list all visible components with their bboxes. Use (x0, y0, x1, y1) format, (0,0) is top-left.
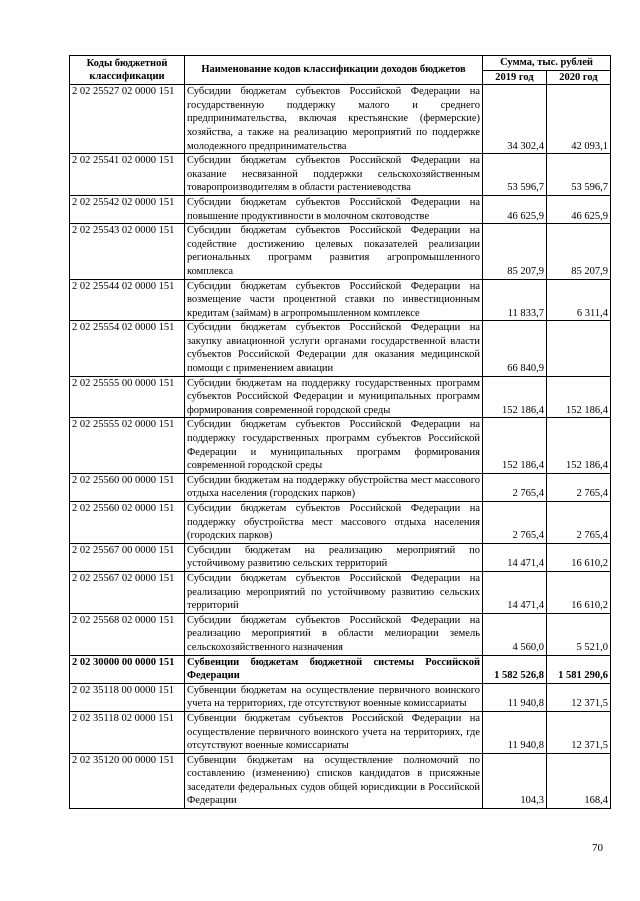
table-row (70, 571, 611, 613)
name-cell: Субвенции бюджетам на осуществление первичного воинского учета на территориях, где отсутствуют военные комиссариаты (185, 683, 483, 711)
name-cell: Субвенции бюджетам на осуществление полномочий по составлению (изменению) списков кандидатов в присяжные заседатели федеральных судов общей юрисдикции в Российской Федерации (185, 753, 483, 808)
value-2019-cell: 2 765,4 (483, 473, 547, 501)
table-row (70, 376, 611, 418)
table-row (70, 418, 611, 473)
header-name: Наименование кодов классификации доходов бюджетов (185, 56, 483, 85)
table-row (70, 195, 611, 223)
name-cell: Субсидии бюджетам субъектов Российской Федерации на реализацию мероприятий по устойчивому развитию сельских территорий (185, 571, 483, 613)
code-cell: 2 02 25560 00 0000 151 (70, 473, 185, 501)
table-row (70, 154, 611, 196)
value-2019-cell: 66 840,9 (483, 321, 547, 376)
header-code: Коды бюджетной классификации (70, 56, 185, 85)
value-2019-cell: 46 625,9 (483, 195, 547, 223)
value-2020-cell (547, 321, 611, 376)
table-row (70, 502, 611, 544)
budget-table (69, 55, 611, 809)
table-row (70, 683, 611, 711)
value-2020-cell: 5 521,0 (547, 613, 611, 655)
name-cell: Субсидии бюджетам субъектов Российской Федерации на возмещение части процентной ставки по инвестиционным кредитам (займам) в агропромышленном комплексе (185, 279, 483, 321)
code-cell: 2 02 30000 00 0000 151 (70, 655, 185, 683)
code-cell: 2 02 25560 02 0000 151 (70, 502, 185, 544)
table-row (70, 85, 611, 154)
code-cell: 2 02 25527 02 0000 151 (70, 85, 185, 154)
name-cell: Субсидии бюджетам субъектов Российской Федерации на поддержку обустройства мест массового отдыха населения (городских парков) (185, 502, 483, 544)
code-cell: 2 02 25555 02 0000 151 (70, 418, 185, 473)
name-cell: Субвенции бюджетам бюджетной системы Российской Федерации (185, 655, 483, 683)
page-number: 70 (592, 842, 603, 854)
name-cell: Субсидии бюджетам субъектов Российской Федерации на реализацию мероприятий в области мелиорации земель сельскохозяйственного назначения (185, 613, 483, 655)
code-cell: 2 02 35118 00 0000 151 (70, 683, 185, 711)
value-2020-cell: 6 311,4 (547, 279, 611, 321)
value-2020-cell: 12 371,5 (547, 711, 611, 753)
value-2019-cell: 11 940,8 (483, 683, 547, 711)
value-2020-cell: 16 610,2 (547, 543, 611, 571)
table-row (70, 753, 611, 808)
table-row (70, 321, 611, 376)
name-cell: Субсидии бюджетам субъектов Российской Федерации на оказание несвязанной поддержки сельскохозяйственным товаропроизводителям в области растениеводства (185, 154, 483, 196)
header-sum: Сумма, тыс. рублей (483, 56, 611, 71)
code-cell: 2 02 25542 02 0000 151 (70, 195, 185, 223)
value-2019-cell: 1 582 526,8 (483, 655, 547, 683)
value-2020-cell: 85 207,9 (547, 224, 611, 279)
value-2019-cell: 4 560,0 (483, 613, 547, 655)
value-2020-cell: 16 610,2 (547, 571, 611, 613)
table-row (70, 473, 611, 501)
value-2020-cell: 12 371,5 (547, 683, 611, 711)
value-2019-cell: 14 471,4 (483, 543, 547, 571)
table-row-subtotal (70, 655, 611, 683)
value-2020-cell: 2 765,4 (547, 473, 611, 501)
header-row (70, 56, 611, 71)
value-2019-cell: 152 186,4 (483, 418, 547, 473)
table-row (70, 279, 611, 321)
name-cell: Субсидии бюджетам субъектов Российской Федерации на закупку авиационной услуги органами государственной власти субъектов Российской Федерации для оказания медицинской помощи с применением авиации (185, 321, 483, 376)
table-row (70, 711, 611, 753)
value-2020-cell: 46 625,9 (547, 195, 611, 223)
value-2020-cell: 168,4 (547, 753, 611, 808)
name-cell: Субсидии бюджетам на поддержку обустройства мест массового отдыха населения (городских парков) (185, 473, 483, 501)
name-cell: Субсидии бюджетам субъектов Российской Федерации на повышение продуктивности в молочном скотоводстве (185, 195, 483, 223)
code-cell: 2 02 25567 00 0000 151 (70, 543, 185, 571)
header-year-2020: 2020 год (547, 70, 611, 85)
code-cell: 2 02 35120 00 0000 151 (70, 753, 185, 808)
name-cell: Субсидии бюджетам субъектов Российской Федерации на государственную поддержку малого и среднего предпринимательства, включая крестьянские (фермерские) хозяйства, а также на реализацию мероприятий по поддержке молодежного предпринимательства (185, 85, 483, 154)
code-cell: 2 02 25568 02 0000 151 (70, 613, 185, 655)
code-cell: 2 02 25554 02 0000 151 (70, 321, 185, 376)
value-2020-cell: 152 186,4 (547, 418, 611, 473)
header-year-2019: 2019 год (483, 70, 547, 85)
table-row (70, 224, 611, 279)
value-2019-cell: 2 765,4 (483, 502, 547, 544)
name-cell: Субсидии бюджетам на поддержку государственных программ субъектов Российской Федерации и муниципальных программ формирования современной городской среды (185, 376, 483, 418)
value-2020-cell: 42 093,1 (547, 85, 611, 154)
value-2020-cell: 2 765,4 (547, 502, 611, 544)
code-cell: 2 02 35118 02 0000 151 (70, 711, 185, 753)
value-2019-cell: 85 207,9 (483, 224, 547, 279)
value-2020-cell: 152 186,4 (547, 376, 611, 418)
value-2020-cell: 53 596,7 (547, 154, 611, 196)
value-2019-cell: 104,3 (483, 753, 547, 808)
name-cell: Субвенции бюджетам субъектов Российской Федерации на осуществление первичного воинского учета на территориях, где отсутствуют военные комиссариаты (185, 711, 483, 753)
code-cell: 2 02 25544 02 0000 151 (70, 279, 185, 321)
code-cell: 2 02 25567 02 0000 151 (70, 571, 185, 613)
table-row (70, 613, 611, 655)
value-2019-cell: 53 596,7 (483, 154, 547, 196)
code-cell: 2 02 25541 02 0000 151 (70, 154, 185, 196)
value-2019-cell: 152 186,4 (483, 376, 547, 418)
code-cell: 2 02 25555 00 0000 151 (70, 376, 185, 418)
name-cell: Субсидии бюджетам субъектов Российской Федерации на поддержку государственных программ субъектов Российской Федерации и муниципальных программ формирования современной городской среды (185, 418, 483, 473)
value-2019-cell: 34 302,4 (483, 85, 547, 154)
value-2020-cell: 1 581 290,6 (547, 655, 611, 683)
value-2019-cell: 14 471,4 (483, 571, 547, 613)
code-cell: 2 02 25543 02 0000 151 (70, 224, 185, 279)
name-cell: Субсидии бюджетам субъектов Российской Федерации на содействие достижению целевых показателей реализации региональных программ развития агропромышленного комплекса (185, 224, 483, 279)
table-row (70, 543, 611, 571)
name-cell: Субсидии бюджетам на реализацию мероприятий по устойчивому развитию сельских территорий (185, 543, 483, 571)
value-2019-cell: 11 833,7 (483, 279, 547, 321)
value-2019-cell: 11 940,8 (483, 711, 547, 753)
